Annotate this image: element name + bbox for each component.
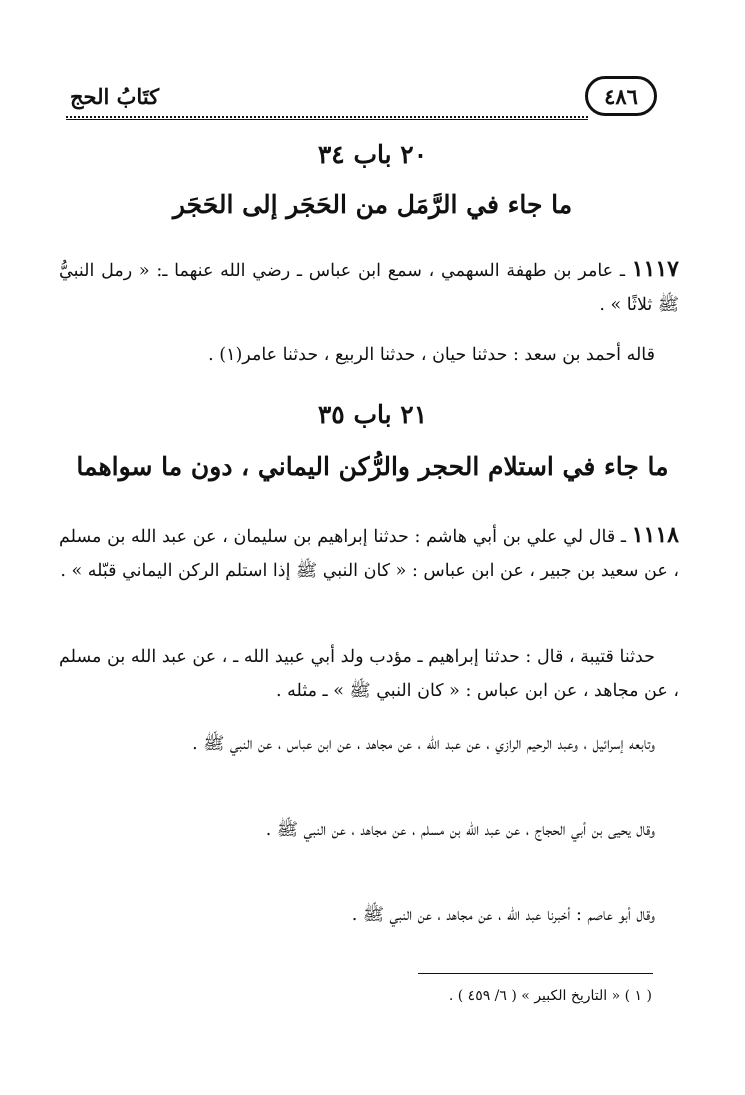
footnote-divider [418,973,653,974]
hadith-text: ـ عامر بن طهفة السهمي ، سمع ابن عباس ـ رضي الله عنهما ـ: « رمل النبيُّ ﷺ ثلاثًا » . [59,261,679,315]
page-number: ٤٨٦ [604,83,638,109]
hadith-number: ١١١٧ [631,256,679,282]
running-header-title: كتَابُ الحج [70,84,160,109]
chapter-number-heading: ٢١ باب ٣٥ [317,400,428,429]
isnad-paragraph: قاله أحمد بن سعد : حدثنا حيان ، حدثنا الربيع ، حدثنا عامر(١) . [208,345,655,365]
page-number-badge [585,76,657,116]
hadith-paragraph-1118 [59,518,679,588]
narration-paragraph: وقال أبو عاصم : أخبرنا عبد الله ، عن مجاهد ، عن النبي ﷺ . [351,905,655,925]
narration-paragraph: وتابعه إسرائيل ، وعبد الرحيم الرازي ، عن عبد الله ، عن مجاهد ، عن ابن عباس ، عن النبي ﷺ . [192,734,655,754]
header-divider [66,116,588,120]
hadith-text: ـ قال لي علي بن أبي هاشم : حدثنا إبراهيم بن سليمان ، عن عبد الله بن مسلم ، عن سعيد بن جبير ، عن ابن عباس : « كان النبي ﷺ إذا استلم الركن اليماني قبّله » . [59,527,679,581]
footnote: ( ١ ) « التاريخ الكبير » ( ٦/ ٤٥٩ ) . [448,988,652,1004]
hadith-paragraph-1117 [59,252,679,322]
chapter-title: ما جاء في استلام الحجر والرُّكن اليماني ، دون ما سواهما [76,452,669,481]
chapter-title: ما جاء في الرَّمَل من الحَجَر إلى الحَجَر [172,190,573,219]
hadith-number: ١١١٨ [631,522,679,548]
narration-paragraph: حدثنا قتيبة ، قال : حدثنا إبراهيم ـ مؤدب ولد أبي عبيد الله ـ ، عن عبد الله بن مسلم ، عن مجاهد ، عن ابن عباس : « كان النبي ﷺ » ـ مثله . [59,647,679,701]
chapter-number-heading: ٢٠ باب ٣٤ [317,140,428,169]
narration-paragraph: وقال يحيى بن أبي الحجاج ، عن عبد الله بن مسلم ، عن مجاهد ، عن النبي ﷺ . [265,820,655,840]
